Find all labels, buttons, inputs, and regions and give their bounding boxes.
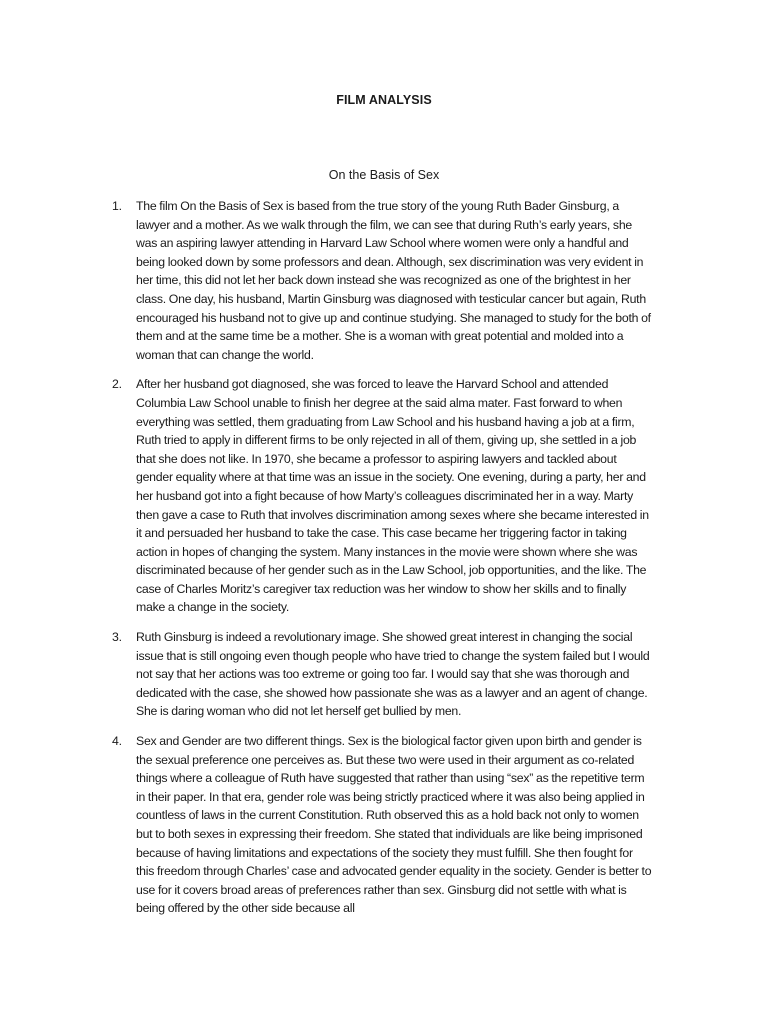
paragraph-text: Sex and Gender are two different things. Sex is the biological factor given upon birth and gender is the sexual preference one perceives as. But these two were used in their argument as co-related things where a colleague of Ruth have suggested that rather than using “sex” as the repetitive term in their paper. In that era, gender role was being strictly practiced where it was also being applied in countless of laws in the current Constitution. Ruth observed this as a hold back not only to women but to both sexes in expressing their freedom. She stated that individuals are like being imprisoned because of having limitations and expectations of the society they must fulfill. She then fought for this freedom through Charles’ case and advocated gender equality in the society. Gender is better to use for it covers broad areas of preferences rather than sex. Ginsburg did not settle with what is being offered by the other side because all	[136, 734, 652, 916]
paragraph-number: 2.	[112, 377, 122, 392]
paragraph-number: 4.	[112, 734, 122, 749]
paragraph-text: After her husband got diagnosed, she was forced to leave the Harvard School and attended Columbia Law School unable to finish her degree at the said alma mater. Fast forward to when everything was settled, them graduating from Law School and his husband having a job at a firm, Ruth tried to apply in different firms to be only rejected in all of them, giving up, she settled in a job that she does not like. In 1970, she became a professor to aspiring lawyers and tackled about gender equality where at that time was an issue in the society. One evening, during a party, her and her husband got into a fight because of how Marty’s colleagues discriminated her in a way. Marty then gave a case to Ruth that involves discrimination among sexes where she became interested in it and persuaded her husband to take the case. This case became her triggering factor in taking action in hopes of changing the system. Many instances in the movie were shown where she was discriminated because of her gender such as in the Law School, job opportunities, and the like. The case of Charles Moritz’s caregiver tax reduction was her window to show her skills and to finally make a change in the society.	[136, 377, 649, 615]
paragraph-text: The film On the Basis of Sex is based from the true story of the young Ruth Bader Ginsburg, a lawyer and a mother. As we walk through the film, we can see that during Ruth’s early years, she was an aspiring lawyer attending in Harvard Law School where women were only a handful and being looked down by some professors and dean. Although, sex discrimination was very evident in her time, this did not let her back down instead she was recognized as one of the brightest in her class. One day, his husband, Martin Ginsburg was diagnosed with testicular cancer but again, Ruth encouraged his husband not to give up and continue studying. She managed to study for the both of them and at the same time be a mother. She is a woman with great potential and molded into a woman that can change the world.	[136, 199, 651, 362]
analysis-paragraph-4	[112, 732, 652, 918]
analysis-paragraph-1	[112, 197, 652, 364]
document-title: FILM ANALYSIS	[336, 93, 432, 107]
film-title: On the Basis of Sex	[328, 168, 440, 182]
analysis-paragraph-3	[112, 628, 652, 721]
paragraph-number: 3.	[112, 630, 122, 645]
paragraph-number: 1.	[112, 199, 122, 213]
paragraph-text: Ruth Ginsburg is indeed a revolutionary image. She showed great interest in changing the social issue that is still ongoing even though people who have tried to change the system failed but I would not say that her actions was too extreme or going too far. I would say that she was thorough and dedicated with the case, she showed how passionate she was as a lawyer and an agent of change. She is daring woman who did not let herself get bullied by men.	[136, 630, 650, 719]
analysis-list	[112, 197, 652, 929]
analysis-paragraph-2	[112, 375, 652, 617]
